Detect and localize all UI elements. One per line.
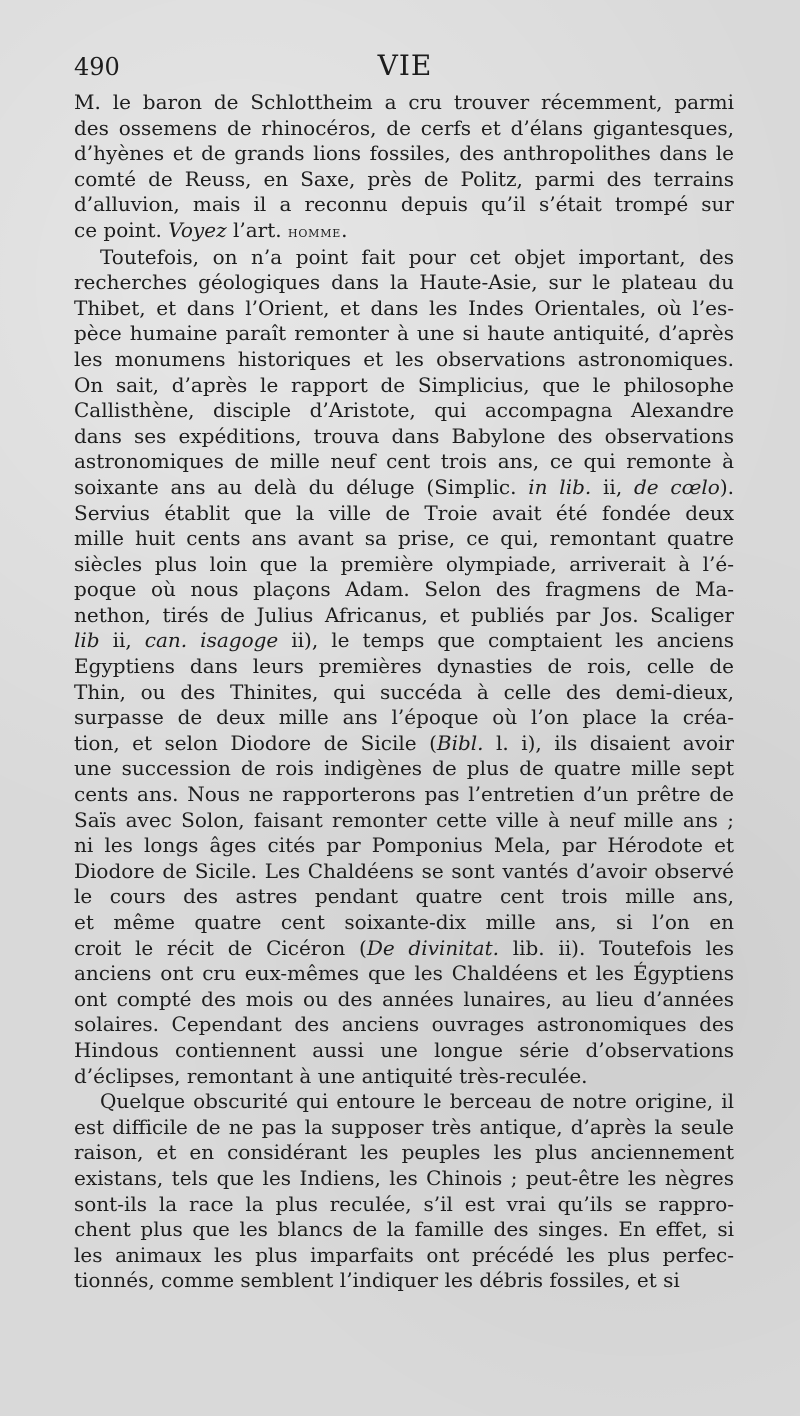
text-run: tionnés, comme semblent l’indiquer les débris fossiles, et si: [74, 1268, 680, 1293]
text-line: [74, 526, 734, 552]
text-run: ce point.: [74, 217, 169, 242]
running-head: VIE: [377, 49, 433, 82]
text-run: comté de Reuss, en Saxe, près de Politz, parmi des terrains: [74, 166, 734, 191]
text-line: [74, 808, 734, 834]
text-line: [74, 1243, 734, 1269]
text-line: [74, 603, 734, 629]
text-line: [74, 731, 734, 757]
text-line: [74, 1089, 734, 1115]
text-line: [74, 577, 734, 603]
text-run: On sait, d’après le rapport de Simplicius, que le philosophe: [74, 372, 734, 397]
text-run: des ossemens de rhinocéros, de cerfs et d’élans gigantesques,: [74, 115, 734, 140]
text-run: croit le récit de Cicéron (: [74, 935, 367, 960]
text-run: dans ses expéditions, trouva dans Babylone des observations: [74, 423, 734, 448]
text-run: lib. ii). Toutefois les: [498, 935, 734, 960]
text-run: recherches géologiques dans la Haute-Asie, sur le plateau du: [74, 270, 734, 295]
text-run: Hindous contiennent aussi une longue série d’observations: [74, 1037, 734, 1062]
italic-text: lib: [74, 628, 100, 653]
text-line: [74, 321, 734, 347]
text-line: [74, 1140, 734, 1166]
text-line: [74, 1268, 734, 1294]
text-line: [74, 347, 734, 373]
text-run: sont-ils la race la plus reculée, s’il est vrai qu’ils se rappro-: [74, 1191, 734, 1216]
text-line: [74, 552, 734, 578]
text-line: [74, 192, 734, 218]
text-line: [74, 167, 734, 193]
text-line: [74, 1064, 734, 1090]
text-run: poque où nous plaçons Adam. Selon des fragmens de Ma-: [74, 577, 734, 602]
text-run: anciens ont cru eux-mêmes que les Chaldéens et les Égyptiens: [74, 961, 734, 986]
text-line: [74, 705, 734, 731]
body-text: [74, 90, 734, 1294]
text-run: Saïs avec Solon, faisant remonter cette ville à neuf mille ans ;: [74, 807, 734, 832]
text-run: cents ans. Nous ne rapporterons pas l’entretien d’un prêtre de: [74, 782, 734, 807]
paragraph: [74, 245, 734, 1090]
italic-text: Bibl.: [436, 730, 484, 755]
text-line: [74, 218, 734, 245]
text-run: ii,: [591, 474, 634, 499]
text-run: siècles plus loin que la première olympiade, arriverait à l’é-: [74, 551, 734, 576]
page-header: [74, 50, 736, 86]
text-run: M. le baron de Schlottheim a cru trouver récemment, parmi: [74, 90, 734, 114]
text-line: [74, 1012, 734, 1038]
text-run: Servius établit que la ville de Troie avait été fondée deux: [74, 500, 734, 525]
text-line: [74, 1038, 734, 1064]
text-run: Diodore de Sicile. Les Chaldéens se sont vantés d’avoir observé: [74, 858, 734, 883]
text-line: [74, 1217, 734, 1243]
text-line: [74, 859, 734, 885]
text-run: ont compté des mois ou des années lunaires, au lieu d’années: [74, 986, 734, 1011]
text-line: [74, 910, 734, 936]
text-run: raison, et en considérant les peuples les plus anciennement: [74, 1140, 734, 1165]
text-run: les monumens historiques et les observations astronomiques.: [74, 346, 734, 371]
italic-text: De divinitat.: [366, 935, 499, 960]
text-run: Quelque obscurité qui entoure le berceau de notre origine, il: [100, 1089, 734, 1114]
italic-text: can. isagoge: [144, 628, 279, 653]
text-line: [74, 987, 734, 1013]
text-line: [74, 782, 734, 808]
text-run: une succession de rois indigènes de plus de quatre mille sept: [74, 756, 734, 781]
text-run: l’art.: [226, 217, 288, 242]
text-line: [74, 90, 734, 116]
text-run: ii), le temps que comptaient les anciens: [278, 628, 734, 653]
text-run: d’alluvion, mais il a reconnu depuis qu’il s’était trompé sur: [74, 192, 734, 217]
text-run: chent plus que les blancs de la famille des singes. En effet, si: [74, 1217, 734, 1242]
text-line: [74, 884, 734, 910]
small-caps-text: homme: [287, 221, 342, 241]
text-line: [74, 424, 734, 450]
text-run: pèce humaine paraît remonter à une si haute antiquité, d’après: [74, 321, 734, 346]
text-line: [74, 756, 734, 782]
text-line: [74, 1192, 734, 1218]
text-run: les animaux les plus imparfaits ont précédé les plus perfec-: [74, 1242, 734, 1267]
page-number: 490: [74, 53, 120, 81]
text-run: et même quatre cent soixante-dix mille ans, si l’on en: [74, 910, 734, 934]
text-line: [74, 245, 734, 271]
text-run: d’hyènes et de grands lions fossiles, des anthropolithes dans le: [74, 141, 734, 166]
text-line: [74, 475, 734, 501]
italic-text: Voyez: [168, 217, 227, 242]
text-run: Thibet, et dans l’Orient, et dans les Indes Orientales, où l’es-: [74, 295, 734, 320]
text-line: [74, 1115, 734, 1141]
text-run: existans, tels que les Indiens, les Chinois ; peut-être les nègres: [74, 1165, 734, 1190]
text-run: surpasse de deux mille ans l’époque où l’on place la créa-: [74, 705, 734, 730]
text-run: ni les longs âges cités par Pomponius Mela, par Hérodote et: [74, 833, 734, 858]
text-run: Thin, ou des Thinites, qui succéda à celle des demi-dieux,: [74, 679, 734, 704]
text-line: [74, 961, 734, 987]
text-run: .: [341, 217, 348, 242]
text-line: [74, 833, 734, 859]
text-run: nethon, tirés de Julius Africanus, et publiés par Jos. Scaliger: [74, 602, 734, 627]
text-line: [74, 501, 734, 527]
text-line: [74, 936, 734, 962]
text-run: Egyptiens dans leurs premières dynasties de rois, celle de: [74, 654, 734, 679]
paragraph: [74, 1089, 734, 1294]
text-run: mille huit cents ans avant sa prise, ce qui, remontant quatre: [74, 526, 734, 551]
italic-text: in lib.: [528, 474, 592, 499]
text-run: tion, et selon Diodore de Sicile (: [74, 730, 437, 755]
text-run: l. i), ils disaient avoir: [483, 730, 734, 755]
text-line: [74, 116, 734, 142]
text-line: [74, 1166, 734, 1192]
text-run: astronomiques de mille neuf cent trois ans, ce qui remonte à: [74, 449, 734, 474]
text-run: ).: [719, 474, 734, 499]
text-line: [74, 398, 734, 424]
text-line: [74, 628, 734, 654]
text-run: d’éclipses, remontant à une antiquité très-reculée.: [74, 1063, 588, 1088]
text-run: Callisthène, disciple d’Aristote, qui accompagna Alexandre: [74, 398, 734, 423]
text-run: Toutefois, on n’a point fait pour cet objet important, des: [100, 244, 734, 269]
text-line: [74, 449, 734, 475]
text-line: [74, 654, 734, 680]
text-line: [74, 373, 734, 399]
text-run: est difficile de ne pas la supposer très antique, d’après la seule: [74, 1114, 734, 1139]
text-line: [74, 296, 734, 322]
text-line: [74, 141, 734, 167]
text-run: soixante ans au delà du déluge (Simplic.: [74, 474, 529, 499]
italic-text: de cœlo: [633, 474, 720, 499]
text-line: [74, 680, 734, 706]
text-run: solaires. Cependant des anciens ouvrages astronomiques des: [74, 1012, 734, 1037]
text-run: le cours des astres pendant quatre cent trois mille ans,: [74, 884, 734, 909]
text-line: [74, 270, 734, 296]
paragraph: [74, 90, 734, 245]
text-run: ii,: [99, 628, 145, 653]
